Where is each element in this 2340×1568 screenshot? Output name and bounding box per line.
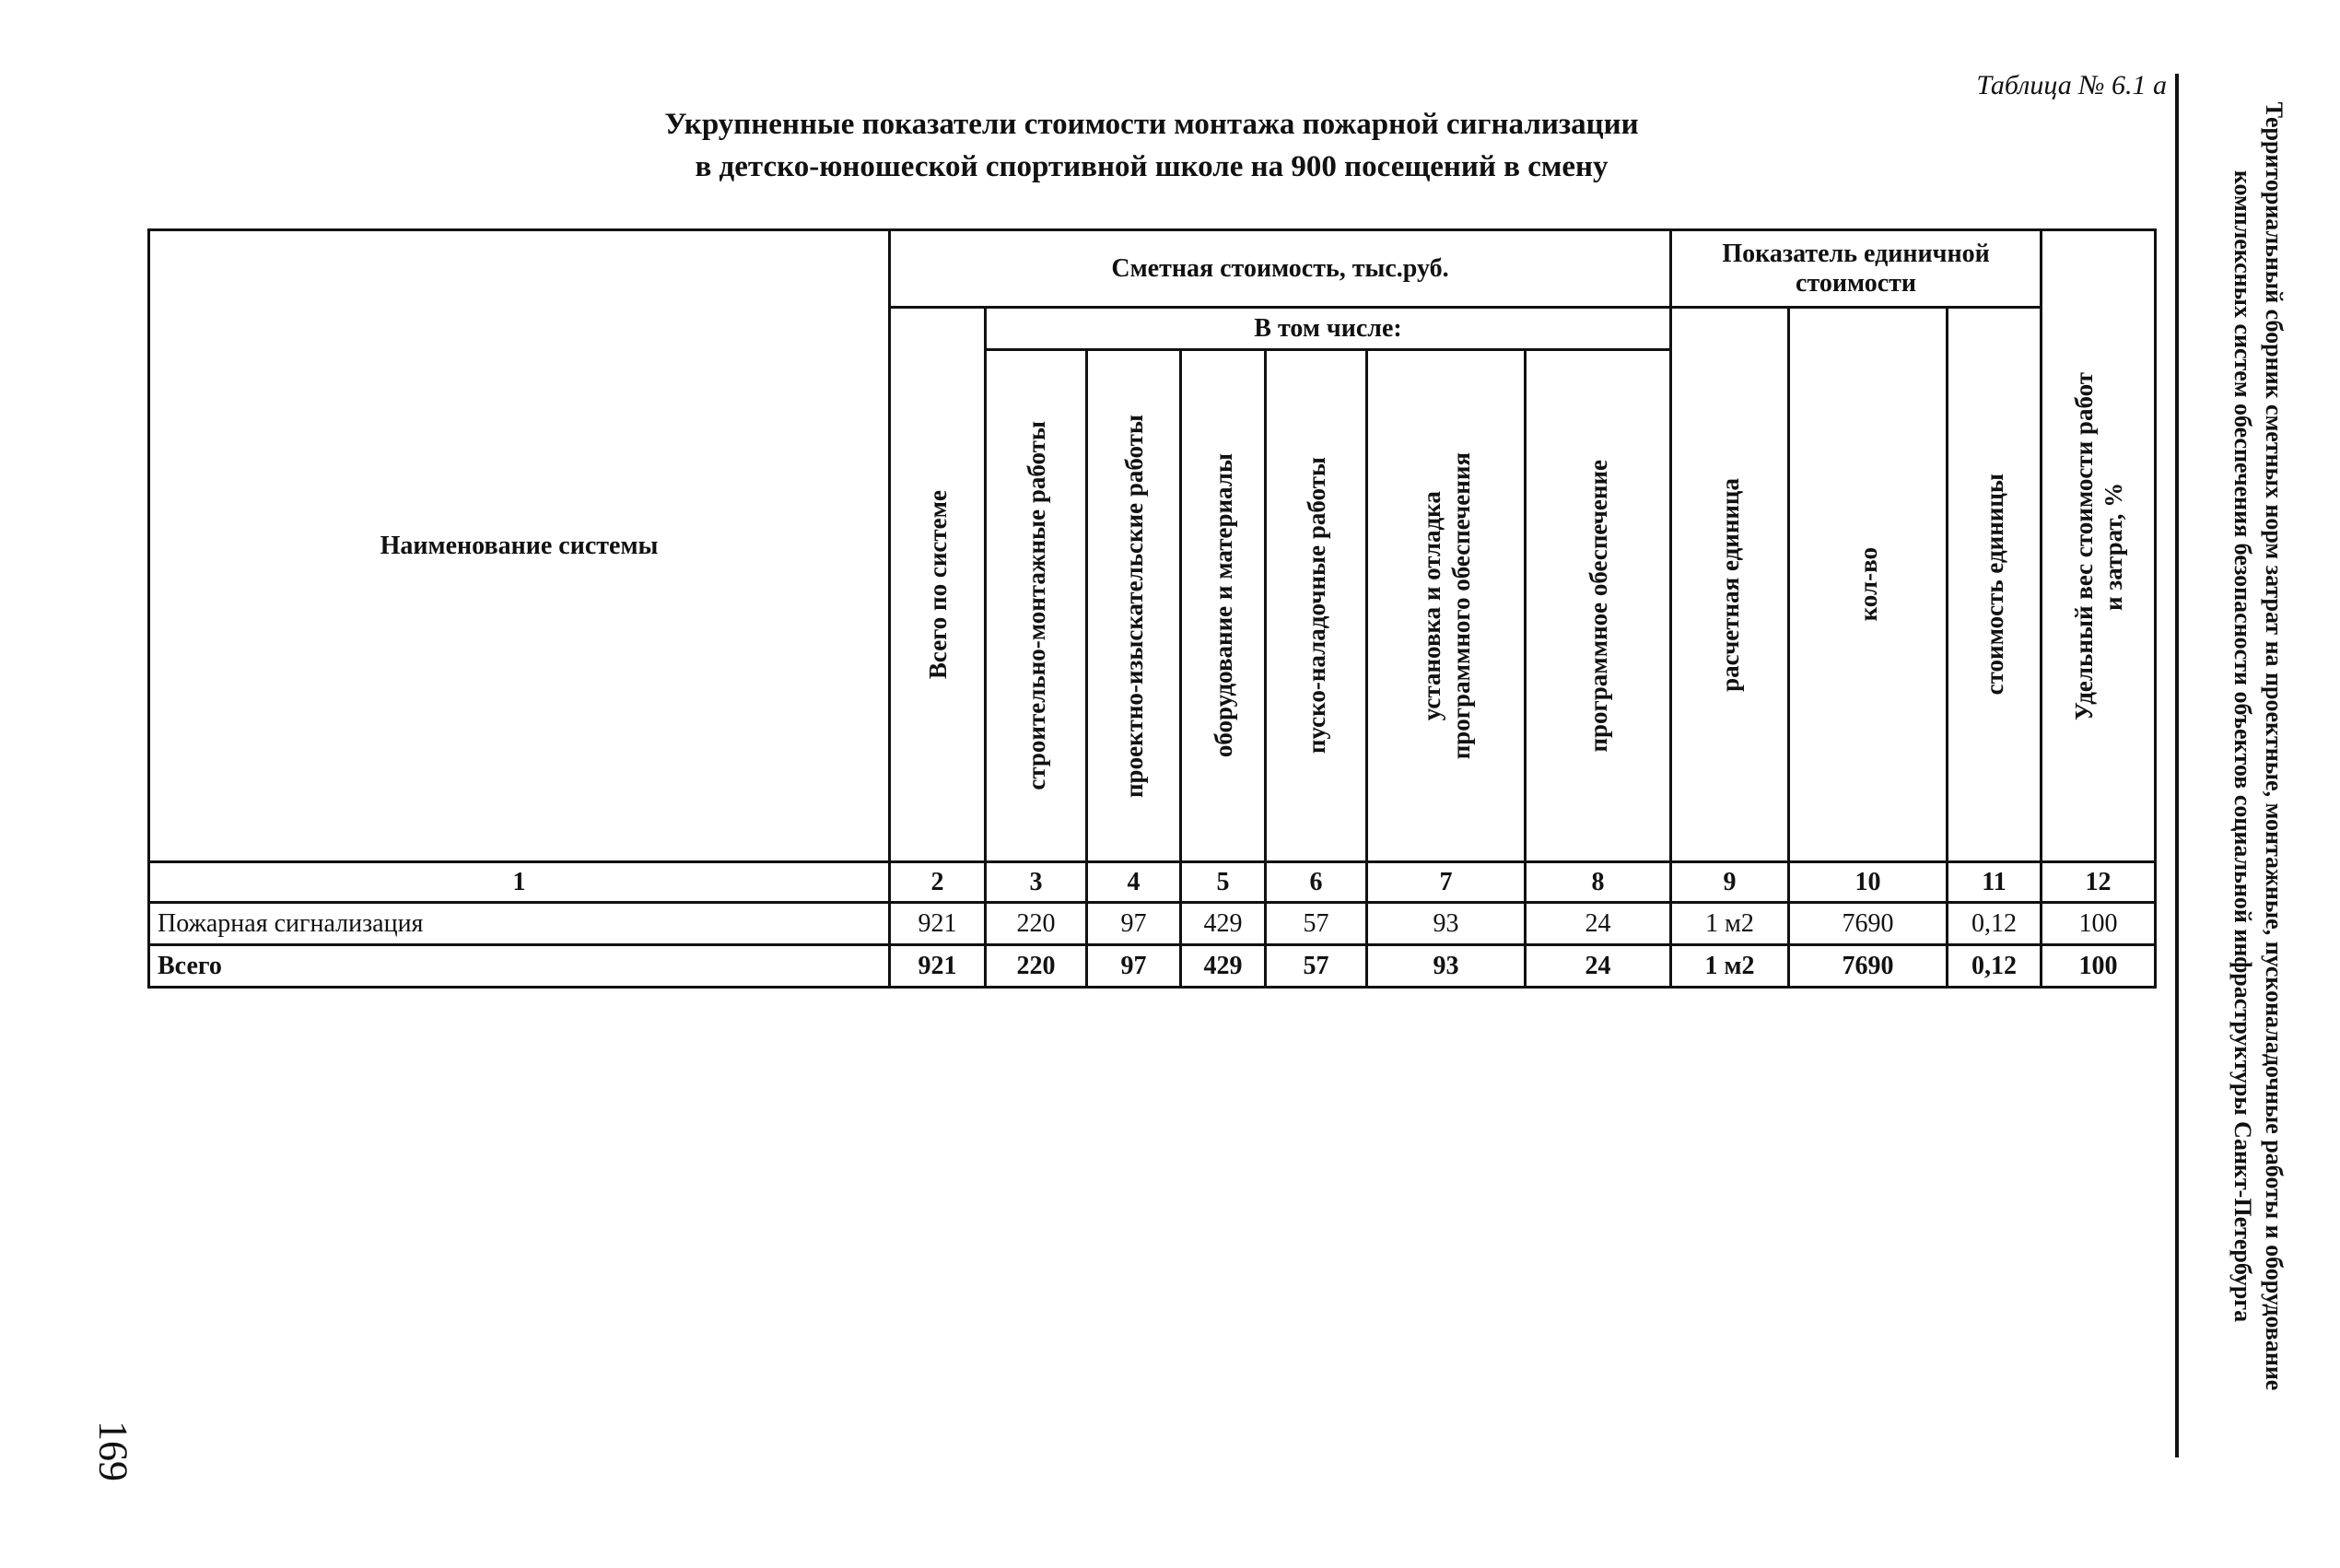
header-commissioning-text: пуско-наладочные работы: [1302, 457, 1330, 755]
column-number: 3: [986, 862, 1087, 903]
header-unit: [1671, 308, 1789, 862]
side-text-line-2: комплексных систем обеспечения безопасности объектов социальной инфраструктуры Санкт-Петербурга: [2229, 170, 2256, 1323]
cell-quantity: 7690: [1789, 945, 1948, 988]
column-number: 12: [2042, 862, 2156, 903]
cell-construction: 220: [986, 903, 1087, 945]
side-running-header: [2206, 101, 2289, 1391]
header-construction-text: строительно-монтажные работы: [1022, 421, 1050, 790]
header-design: [1087, 350, 1181, 862]
side-divider: [2175, 74, 2179, 1457]
cell-share: 100: [2042, 903, 2156, 945]
header-software-setup-text: установка и отладка программного обеспечения: [1417, 451, 1475, 760]
cell-name: Всего: [149, 945, 890, 988]
page-title: [147, 103, 2156, 188]
column-number: 7: [1367, 862, 1526, 903]
cell-construction: 220: [986, 945, 1087, 988]
column-number: 2: [890, 862, 986, 903]
cell-share: 100: [2042, 945, 2156, 988]
header-row-1: [149, 230, 2156, 308]
cost-table: [147, 228, 2157, 989]
header-equipment: [1181, 350, 1266, 862]
header-share-text: Удельный вес стоимости работ и затрат, %: [2069, 371, 2127, 720]
table-row-total: [149, 945, 2156, 988]
cell-software-setup: 93: [1367, 945, 1526, 988]
cell-commissioning: 57: [1266, 945, 1367, 988]
table-row: [149, 903, 2156, 945]
column-number: 6: [1266, 862, 1367, 903]
page-number: 169: [90, 1421, 136, 1481]
cell-equipment: 429: [1181, 945, 1266, 988]
header-name: Наименование системы: [149, 230, 890, 862]
header-unit-text: расчетная единица: [1715, 477, 1744, 692]
title-line-2: в детско-юношеской спортивной школе на 900 посещений в смену: [695, 150, 1609, 183]
column-number: 4: [1087, 862, 1181, 903]
header-unit-indicator: Показатель единичной стоимости: [1671, 230, 2042, 308]
column-number: 8: [1526, 862, 1671, 903]
header-equipment-text: оборудование и материалы: [1209, 453, 1237, 758]
header-unit-cost-text: стоимость единицы: [1980, 474, 2008, 696]
cell-software: 24: [1526, 945, 1671, 988]
header-total-text: Всего по системе: [923, 489, 952, 680]
column-number: 10: [1789, 862, 1948, 903]
table-number: Таблица № 6.1 а: [1976, 70, 2167, 100]
cell-unit: 1 м2: [1671, 903, 1789, 945]
header-construction: [986, 350, 1087, 862]
cell-equipment: 429: [1181, 903, 1266, 945]
column-number: 9: [1671, 862, 1789, 903]
cell-unit-cost: 0,12: [1948, 903, 2042, 945]
cell-total: 921: [890, 903, 986, 945]
cell-design: 97: [1087, 945, 1181, 988]
cell-name: Пожарная сигнализация: [149, 903, 890, 945]
header-estimated-cost: Сметная стоимость, тыс.руб.: [890, 230, 1671, 308]
cell-total: 921: [890, 945, 986, 988]
header-total: [890, 308, 986, 862]
cell-commissioning: 57: [1266, 903, 1367, 945]
header-quantity-text: кол-во: [1854, 547, 1882, 622]
header-share: [2042, 230, 2156, 862]
cell-unit: 1 м2: [1671, 945, 1789, 988]
column-number-row: [149, 862, 2156, 903]
title-line-1: Укрупненные показатели стоимости монтажа пожарной сигнализации: [664, 108, 1639, 141]
header-commissioning: [1266, 350, 1367, 862]
header-software: [1526, 350, 1671, 862]
header-design-text: проектно-изыскательские работы: [1119, 414, 1148, 798]
cell-software-setup: 93: [1367, 903, 1526, 945]
header-unit-cost: [1948, 308, 2042, 862]
cell-unit-cost: 0,12: [1948, 945, 2042, 988]
header-quantity: [1789, 308, 1948, 862]
header-software-text: программное обеспечение: [1584, 459, 1612, 753]
column-number: 1: [149, 862, 890, 903]
header-including: В том числе:: [986, 308, 1671, 350]
column-number: 11: [1948, 862, 2042, 903]
column-number: 5: [1181, 862, 1266, 903]
cell-design: 97: [1087, 903, 1181, 945]
header-software-setup: [1367, 350, 1526, 862]
cell-software: 24: [1526, 903, 1671, 945]
side-text-line-1: Территориальный сборник сметных норм затрат на проектные, монтажные, пусконаладочные работы и оборудование: [2261, 101, 2287, 1391]
cell-quantity: 7690: [1789, 903, 1948, 945]
